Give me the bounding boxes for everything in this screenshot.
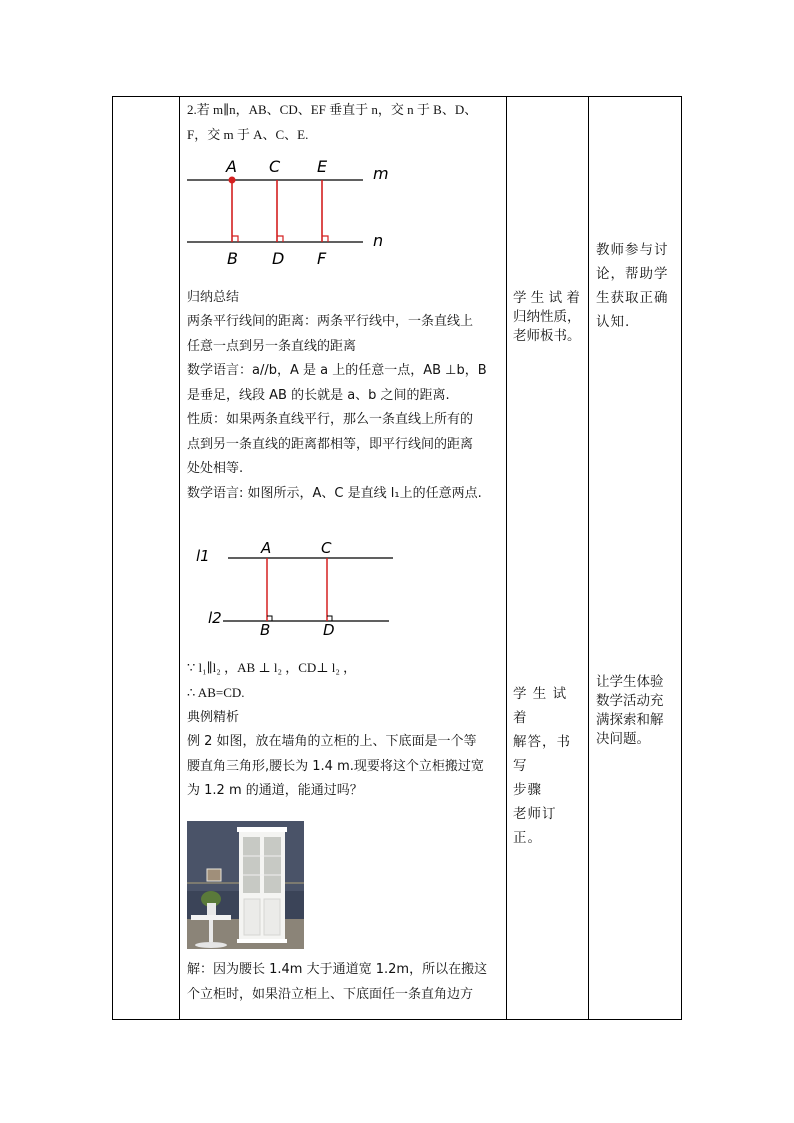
right-angle-mark-b [232,236,238,242]
solution-line-2: 个立柜时，如果沿立柜上、下底面任一条直角边方 [187,986,474,1002]
table-col-border-2 [179,96,180,1020]
label-n: n [373,231,384,250]
figure-parallel-lines-l1l2 [190,534,400,642]
summary-block [187,286,507,506]
content-column [187,98,505,147]
teacher-note-1-line-1: 教师参与讨 [596,242,669,258]
table-col-border-1 [112,96,113,1020]
math-language-line-3: 数学语言: 如图所示，A、C 是直线 l₁上的任意两点. [187,485,482,501]
definition-line-2: 任意一点到另一条直线的距离 [187,338,357,354]
teacher-note-1-line-2: 论，帮助学 [596,266,669,282]
student-activity-2-line-3: 步骤 [513,782,542,798]
example-line-3: 为 1.2 m 的通道，能通过吗？ [187,783,363,798]
student-activity-2 [513,682,585,850]
student-activity-1-line-3: 老师板书。 [513,328,581,344]
math-language-line-1: 数学语言：a//b，A 是 a 上的任意一点，AB ⊥b，B [187,363,487,378]
teacher-note-2 [596,673,680,749]
label-b-2: B [260,621,271,639]
teacher-note-1-line-4: 认知. [596,314,631,330]
right-angle-mark-d [277,236,283,242]
definition-line-1: 两条平行线间的距离：两条平行线中，一条直线上 [187,314,474,329]
solution-block [187,958,507,1007]
math-language-line-2: 是垂足，线段 AB 的长就是 a、b 之间的距离. [187,387,450,403]
label-a: A [226,157,237,176]
label-m: m [373,164,389,183]
therefore-statement: ∴ AB=CD. [187,684,245,700]
teacher-note-2-line-3: 满探索和解 [596,712,664,728]
label-c: C [269,157,281,176]
label-l2: l2 [208,609,222,627]
label-e: E [317,157,328,176]
property-line-1: 性质：如果两条直线平行，那么一条直线上所有的 [187,412,474,427]
table-col-border-3 [506,96,507,1020]
teacher-note-2-line-1: 让学生体验 [596,674,664,690]
table-bottom-border [112,1019,682,1020]
label-a-2: A [261,539,272,557]
student-activity-2-line-4: 老师订正。 [513,806,557,846]
teacher-note-2-line-4: 决问题。 [596,731,650,747]
table-col-border-5 [681,96,682,1020]
student-activity-1-line-2: 归纳性质， [513,309,581,325]
proof-and-example-block [187,656,507,804]
summary-title: 归纳总结 [187,290,240,305]
cabinet-photo [187,821,304,949]
example-line-1: 例 2 如图，放在墙角的立柜的上、下底面是一个等 [187,734,477,749]
label-d: D [272,249,285,268]
figure-parallel-lines-mn [185,152,400,270]
property-line-2: 点到另一条直线的距离都相等，即平行线间的距离 [187,436,474,452]
table-top-border [112,96,682,97]
student-activity-1-line-1: 学 生 试 着 [513,290,580,306]
student-activity-2-line-2: 解答，书写 [513,734,571,774]
teacher-note-2-line-2: 数学活动充 [596,693,664,709]
label-f: F [317,249,327,268]
teacher-note-1-line-3: 生获取正确 [596,290,669,306]
student-activity-1 [513,289,585,346]
table-col-border-4 [588,96,589,1020]
since-statement: ∵ l₁∥l₂ ，AB ⊥ l₂ ，CD⊥ l₂ ， [187,660,357,675]
example-title: 典例精析 [187,710,240,725]
label-d-2: D [323,621,335,639]
label-l1: l1 [196,547,210,565]
solution-line-1: 解：因为腰长 1.4m 大于通道宽 1.2m，所以在搬这 [187,962,488,977]
example-line-2: 腰直角三角形,腰长为 1.4 m.现要将这个立柜搬过宽 [187,758,484,774]
property-line-3: 处处相等. [187,461,244,476]
right-angle-mark-f [322,236,328,242]
label-c-2: C [321,539,332,557]
teacher-note-1 [596,238,680,334]
label-b: B [227,249,238,268]
problem-line-1: 2.若 m∥n，AB、CD、EF 垂直于 n，交 n 于 B、D、 [187,102,478,117]
point-a-dot [229,177,236,184]
problem-line-2: F，交 m 于 A、C、E. [187,126,309,142]
student-activity-2-line-1: 学 生 试 着 [513,686,568,726]
